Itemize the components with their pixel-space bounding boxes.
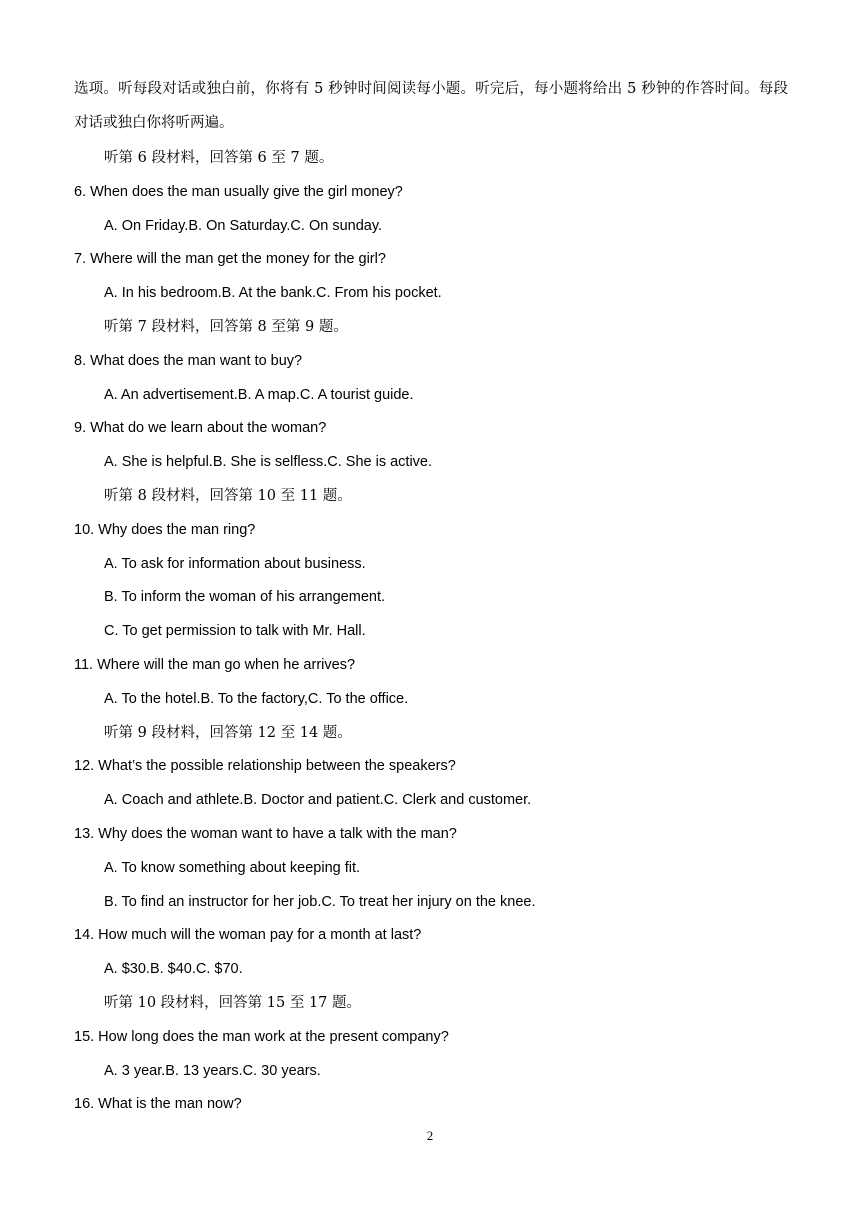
answer-options: A. Coach and athlete.B. Doctor and patient.C. Clerk and customer. [104,792,532,808]
question-text: 9. What do we learn about the woman? [74,420,327,436]
question-text: 7. Where will the man get the money for the girl? [74,251,386,267]
answer-options: A. To know something about keeping fit. [104,860,361,876]
section-heading: 听第 9 段材料，回答第 12 至 14 题。 [104,725,352,741]
answer-options: A. To the hotel.B. To the factory,C. To the office. [104,691,409,707]
answer-options: B. To inform the woman of his arrangement. [104,589,386,605]
section-heading: 听第 10 段材料，回答第 15 至 17 题。 [104,995,362,1011]
section-heading: 听第 7 段材料，回答第 8 至第 9 题。 [104,319,348,335]
question-text: 13. Why does the woman want to have a talk with the man? [74,826,457,842]
answer-options: A. She is helpful.B. She is selfless.C. She is active. [104,454,433,470]
question-text: 8. What does the man want to buy? [74,353,303,369]
instructions-paragraph: 选项。听每段对话或独白前，你将有 5 秒钟时间阅读每小题。听完后，每小题将给出 5 秒钟的作答时间。每段对话或独白你将听两遍。 [74,81,788,131]
section-heading: 听第 6 段材料，回答第 6 至 7 题。 [104,150,334,166]
question-text: 6. When does the man usually give the girl money? [74,184,403,200]
answer-options: B. To find an instructor for her job.C. To treat her injury on the knee. [104,894,536,910]
answer-options: A. In his bedroom.B. At the bank.C. From his pocket. [104,285,442,301]
answer-options: A. 3 year.B. 13 years.C. 30 years. [104,1063,321,1079]
answer-options: A. $30.B. $40.C. $70. [104,961,243,977]
question-text: 15. How long does the man work at the present company? [74,1029,449,1045]
answer-options: C. To get permission to talk with Mr. Hall. [104,623,366,639]
section-heading: 听第 8 段材料，回答第 10 至 11 题。 [104,488,352,504]
question-text: 12. What’s the possible relationship between the speakers? [74,758,456,774]
question-text: 14. How much will the woman pay for a month at last? [74,927,422,943]
answer-options: A. On Friday.B. On Saturday.C. On sunday. [104,218,383,234]
page-number: 2 [426,1128,434,1143]
answer-options: A. To ask for information about business. [104,556,366,572]
question-text: 10. Why does the man ring? [74,522,256,538]
answer-options: A. An advertisement.B. A map.C. A tourist guide. [104,387,414,403]
question-text: 16. What is the man now? [74,1096,242,1112]
question-text: 11. Where will the man go when he arrives? [74,657,356,673]
